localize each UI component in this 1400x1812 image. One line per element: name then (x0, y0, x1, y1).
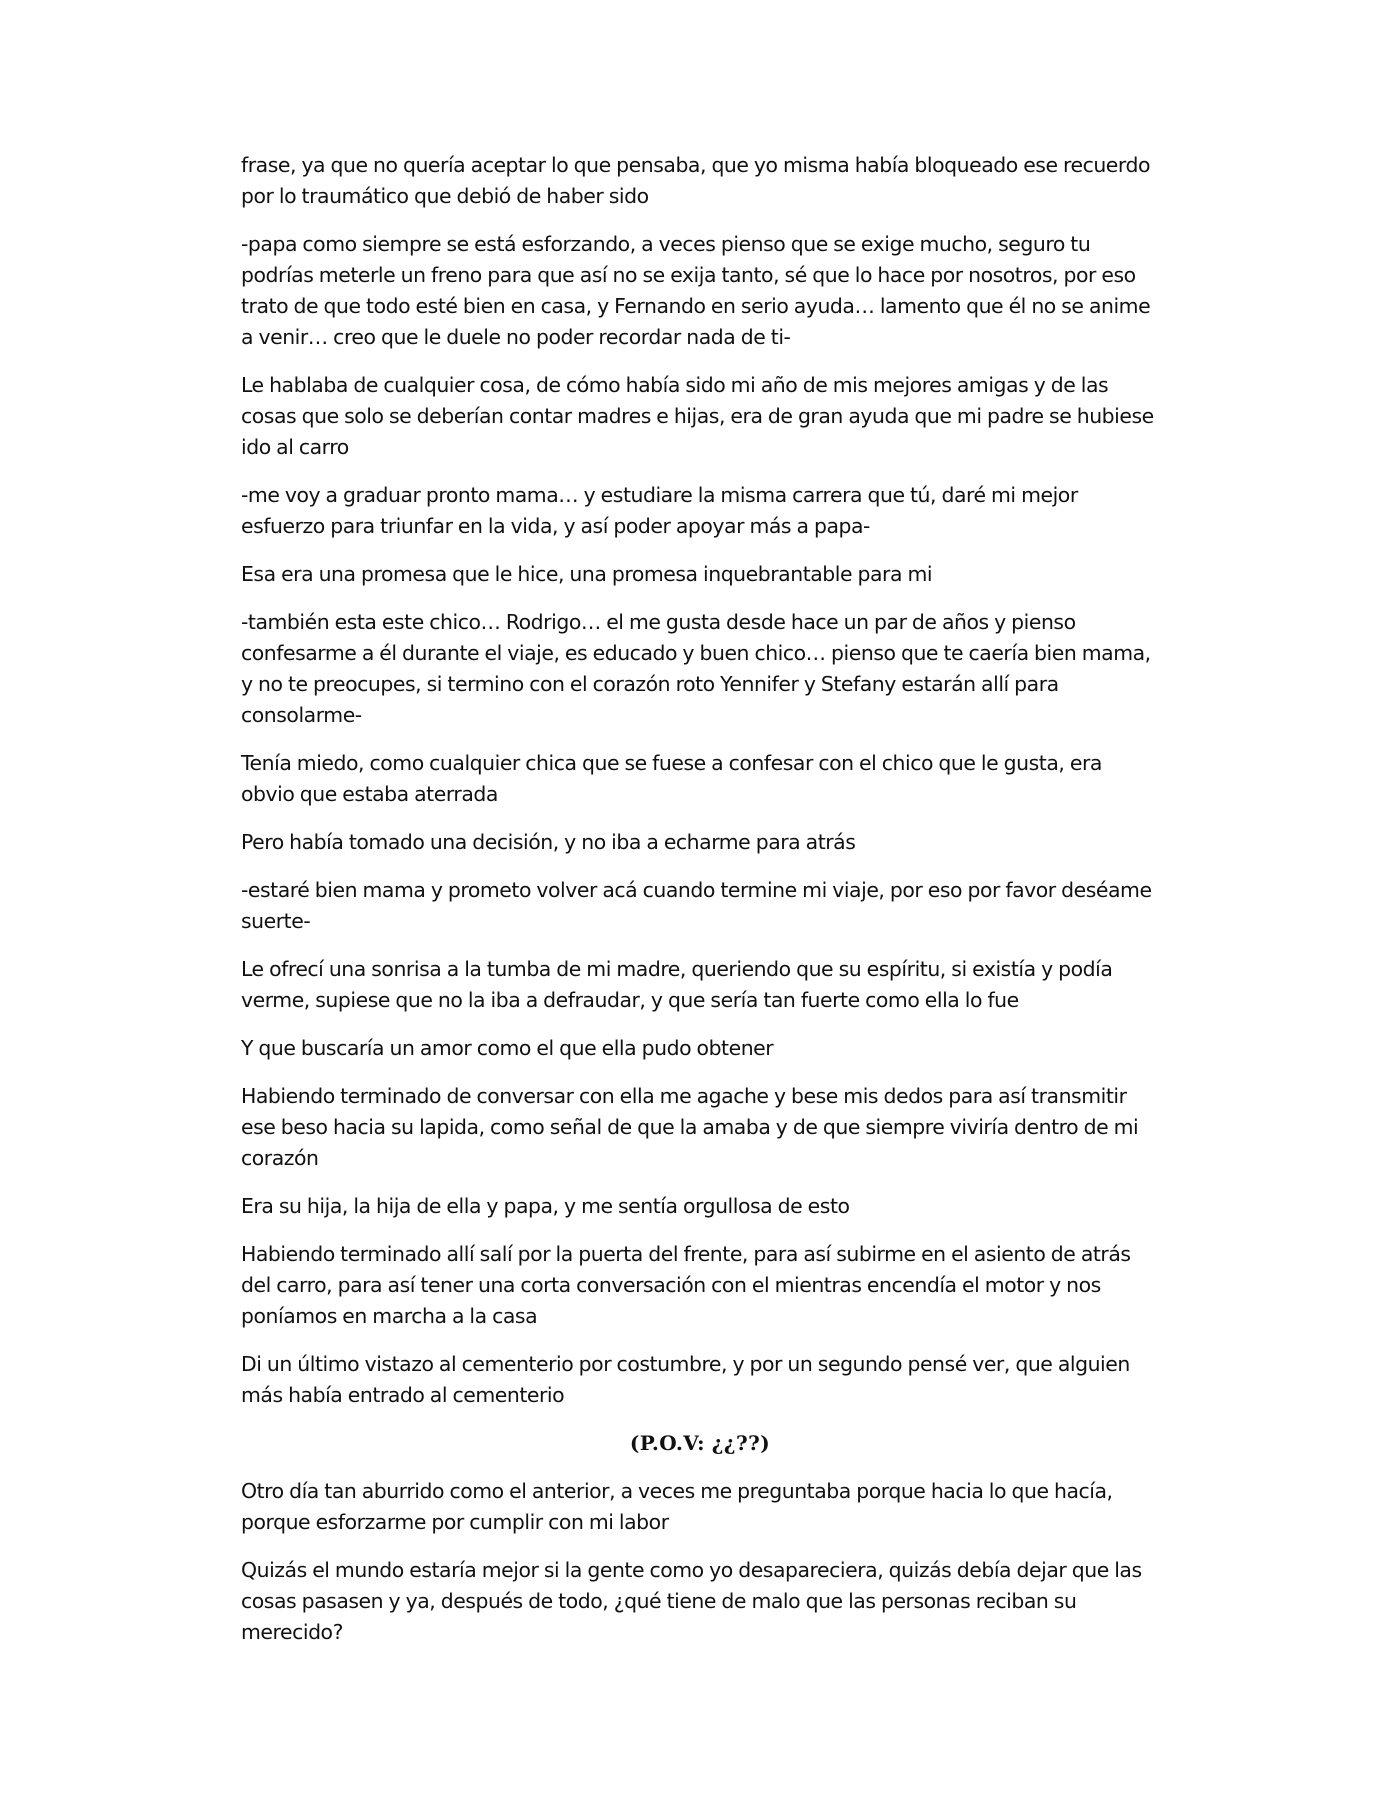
paragraph: Habiendo terminado de conversar con ella me agache y bese mis dedos para así transmitir ese beso hacia su lapida, como señal de que la amaba y de que siempre viviría dentro de mi corazón (241, 1084, 1139, 1170)
paragraph: Esa era una promesa que le hice, una promesa inquebrantable para mi (241, 562, 933, 586)
paragraph: Habiendo terminado allí salí por la puerta del frente, para así subirme en el asiento de atrás del carro, para así tener una corta conversación con el mientras encendía el motor y nos poníamos en marcha a la casa (241, 1242, 1131, 1328)
paragraph: frase, ya que no quería aceptar lo que pensaba, que yo misma había bloqueado ese recuerdo por lo traumático que debió de haber sido (241, 153, 1150, 208)
paragraph: Otro día tan aburrido como el anterior, a veces me preguntaba porque hacia lo que hacía, porque esforzarme por cumplir con mi labor (241, 1479, 1113, 1534)
paragraph: Le hablaba de cualquier cosa, de cómo había sido mi año de mis mejores amigas y de las cosas que solo se deberían contar madres e hijas, era de gran ayuda que mi padre se hubiese ido al carro (241, 373, 1154, 459)
paragraph: Pero había tomado una decisión, y no iba a echarme para atrás (241, 830, 856, 854)
document-body (241, 150, 1159, 1665)
section-heading: (P.O.V: ¿¿??) (629, 1431, 771, 1455)
paragraph: Di un último vistazo al cementerio por costumbre, y por un segundo pensé ver, que alguien más había entrado al cementerio (241, 1352, 1130, 1407)
paragraph: Quizás el mundo estaría mejor si la gente como yo desapareciera, quizás debía dejar que las cosas pasasen y ya, después de todo, ¿qué tiene de malo que las personas reciban su merecido? (241, 1558, 1142, 1644)
paragraph: -papa como siempre se está esforzando, a veces pienso que se exige mucho, seguro tu podrías meterle un freno para que así no se exija tanto, sé que lo hace por nosotros, por eso trato de que todo esté bien en casa, y Fernando en serio ayuda… lamento que él no se anime a venir… creo que le duele no poder recordar nada de ti- (241, 232, 1151, 349)
paragraph: Tenía miedo, como cualquier chica que se fuese a confesar con el chico que le gusta, era obvio que estaba aterrada (241, 751, 1102, 806)
paragraph: Era su hija, la hija de ella y papa, y me sentía orgullosa de esto (241, 1194, 850, 1218)
paragraph: Y que buscaría un amor como el que ella pudo obtener (241, 1036, 774, 1060)
paragraph: -estaré bien mama y prometo volver acá cuando termine mi viaje, por eso por favor deséame suerte- (241, 878, 1152, 933)
paragraph: -también esta este chico… Rodrigo… el me gusta desde hace un par de años y pienso confesarme a él durante el viaje, es educado y buen chico… pienso que te caería bien mama, y no te preocupes, si termino con el corazón roto Yennifer y Stefany estarán allí para consolarme- (241, 610, 1151, 727)
paragraph: Le ofrecí una sonrisa a la tumba de mi madre, queriendo que su espíritu, si existía y podía verme, supiese que no la iba a defraudar, y que sería tan fuerte como ella lo fue (241, 957, 1113, 1012)
paragraph: -me voy a graduar pronto mama… y estudiare la misma carrera que tú, daré mi mejor esfuerzo para triunfar en la vida, y así poder apoyar más a papa- (241, 483, 1078, 538)
